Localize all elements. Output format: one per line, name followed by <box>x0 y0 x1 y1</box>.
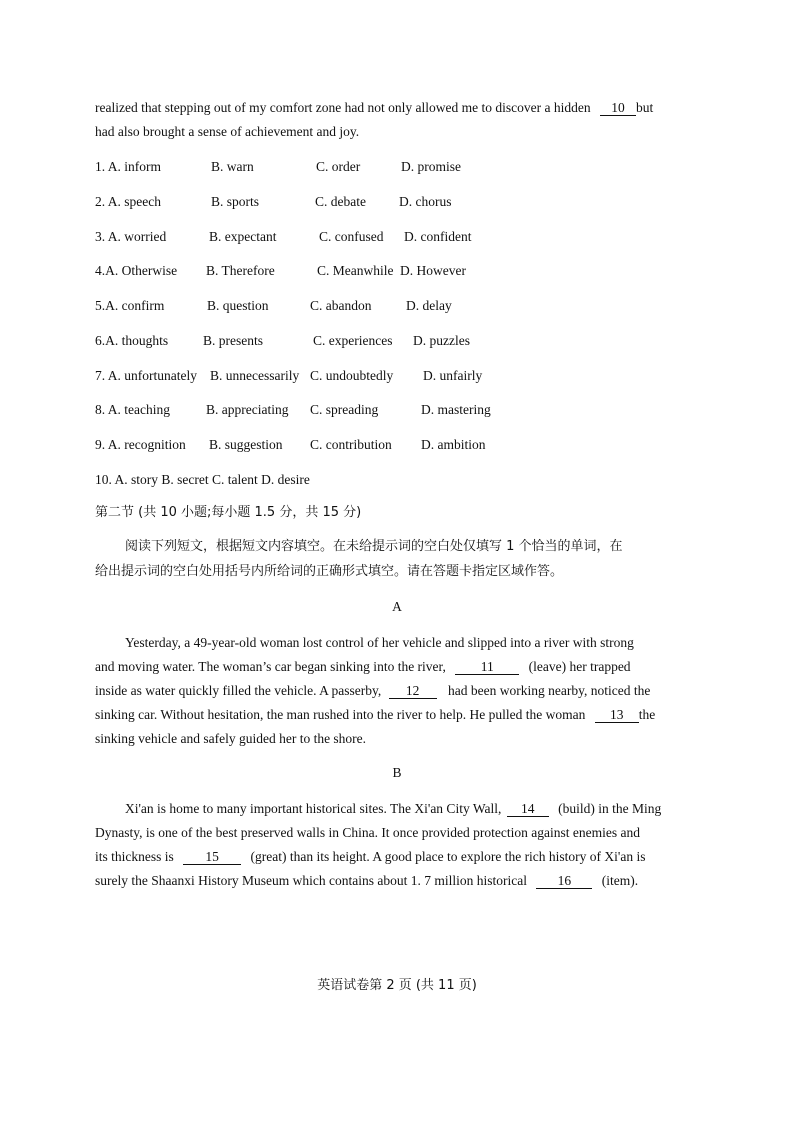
blank-13: 13 <box>595 707 639 723</box>
option-b: B. question <box>207 298 269 313</box>
option-d: D. delay <box>406 298 452 313</box>
passage-a-line <box>95 682 650 700</box>
passage-b-line <box>95 872 638 890</box>
option-d: D. puzzles <box>413 333 470 348</box>
option-d: D. ambition <box>421 437 486 452</box>
option-b: B. sports <box>211 194 260 209</box>
option-a: 8. A. teaching <box>95 402 170 417</box>
text-segment: (item). <box>601 873 639 888</box>
text-segment: realized that stepping out of my comfort zone had not only allowed me to discover a hidden <box>95 100 591 115</box>
passage-a-line <box>95 658 631 676</box>
passage-b-label: B <box>392 765 402 780</box>
text-segment: the <box>638 707 656 722</box>
text-segment: and moving water. The woman’s car began sinking into the river, <box>95 659 446 674</box>
option-d: D. unfairly <box>423 368 483 383</box>
text-segment: surely the Shaanxi History Museum which contains about 1. 7 million historical <box>95 873 527 888</box>
blank-14: 14 <box>507 801 549 817</box>
option-b: B. presents <box>203 333 263 348</box>
option-c: C. undoubtedly <box>310 368 394 383</box>
text-segment: (build) in the Ming <box>558 801 662 816</box>
option-a: 9. A. recognition <box>95 437 186 452</box>
instruction-line: 阅读下列短文，根据短文内容填空。在未给提示词的空白处仅填写 1 个恰当的单词，在 <box>125 539 623 554</box>
option-row-10: 10. A. story B. secret C. talent D. desire <box>95 472 310 487</box>
option-c: C. spreading <box>310 402 379 417</box>
option-c: C. confused <box>319 229 384 244</box>
page-footer: 英语试卷第 2 页 (共 11 页) <box>317 978 477 993</box>
blank-15: 15 <box>183 849 241 865</box>
text-segment: but <box>636 100 654 115</box>
option-b: B. Therefore <box>206 263 275 278</box>
blank-16: 16 <box>536 873 592 889</box>
option-d: D. promise <box>401 159 461 174</box>
option-a: 6.A. thoughts <box>95 333 169 348</box>
option-b: B. suggestion <box>209 437 283 452</box>
option-b: B. warn <box>211 159 254 174</box>
option-c: C. contribution <box>310 437 392 452</box>
instruction-line: 给出提示词的空白处用括号内所给词的正确形式填空。请在答题卡指定区域作答。 <box>95 564 564 579</box>
option-c: C. debate <box>315 194 366 209</box>
text-segment: (leave) her trapped <box>528 659 631 674</box>
option-a: 3. A. worried <box>95 229 167 244</box>
text-segment: Xi'an is home to many important historical sites. The Xi'an City Wall, <box>125 801 502 816</box>
passage-a-line <box>95 706 655 724</box>
text-segment: had been working nearby, noticed the <box>448 683 651 698</box>
option-a: 2. A. speech <box>95 194 161 209</box>
option-b: B. appreciating <box>206 402 289 417</box>
passage-b-line: Dynasty, is one of the best preserved walls in China. It once provided protection against enemies and <box>95 825 640 840</box>
option-a: 5.A. confirm <box>95 298 165 313</box>
option-d: D. mastering <box>421 402 491 417</box>
passage-a-label: A <box>392 599 402 614</box>
passage-b-line <box>125 800 661 818</box>
option-a: 7. A. unfortunately <box>95 368 197 383</box>
blank-11: 11 <box>455 659 519 675</box>
passage-a-line: sinking vehicle and safely guided her to the shore. <box>95 731 367 746</box>
passage-b-line <box>95 848 645 866</box>
option-c: C. experiences <box>313 333 393 348</box>
option-d: D. However <box>400 263 466 278</box>
text-segment: sinking car. Without hesitation, the man rushed into the river to help. He pulled the woman <box>95 707 586 722</box>
option-a: 1. A. inform <box>95 159 161 174</box>
blank-10: 10 <box>600 100 636 116</box>
passage-a-line: Yesterday, a 49-year-old woman lost control of her vehicle and slipped into a river with strong <box>125 635 634 650</box>
passage-line <box>95 99 653 117</box>
option-d: D. confident <box>404 229 472 244</box>
option-b: B. unnecessarily <box>210 368 300 383</box>
passage-line: had also brought a sense of achievement and joy. <box>95 124 360 139</box>
option-b: B. expectant <box>209 229 277 244</box>
section-heading: 第二节 (共 10 小题;每小题 1.5 分，共 15 分) <box>95 505 362 520</box>
option-a: 4.A. Otherwise <box>95 263 178 278</box>
text-segment: its thickness is <box>95 849 174 864</box>
option-c: C. Meanwhile <box>317 263 394 278</box>
option-c: C. order <box>316 159 361 174</box>
option-c: C. abandon <box>310 298 372 313</box>
option-d: D. chorus <box>399 194 452 209</box>
text-segment: inside as water quickly filled the vehicle. A passerby, <box>95 683 382 698</box>
blank-12: 12 <box>389 683 437 699</box>
text-segment: (great) than its height. A good place to explore the rich history of Xi'an is <box>250 849 646 864</box>
